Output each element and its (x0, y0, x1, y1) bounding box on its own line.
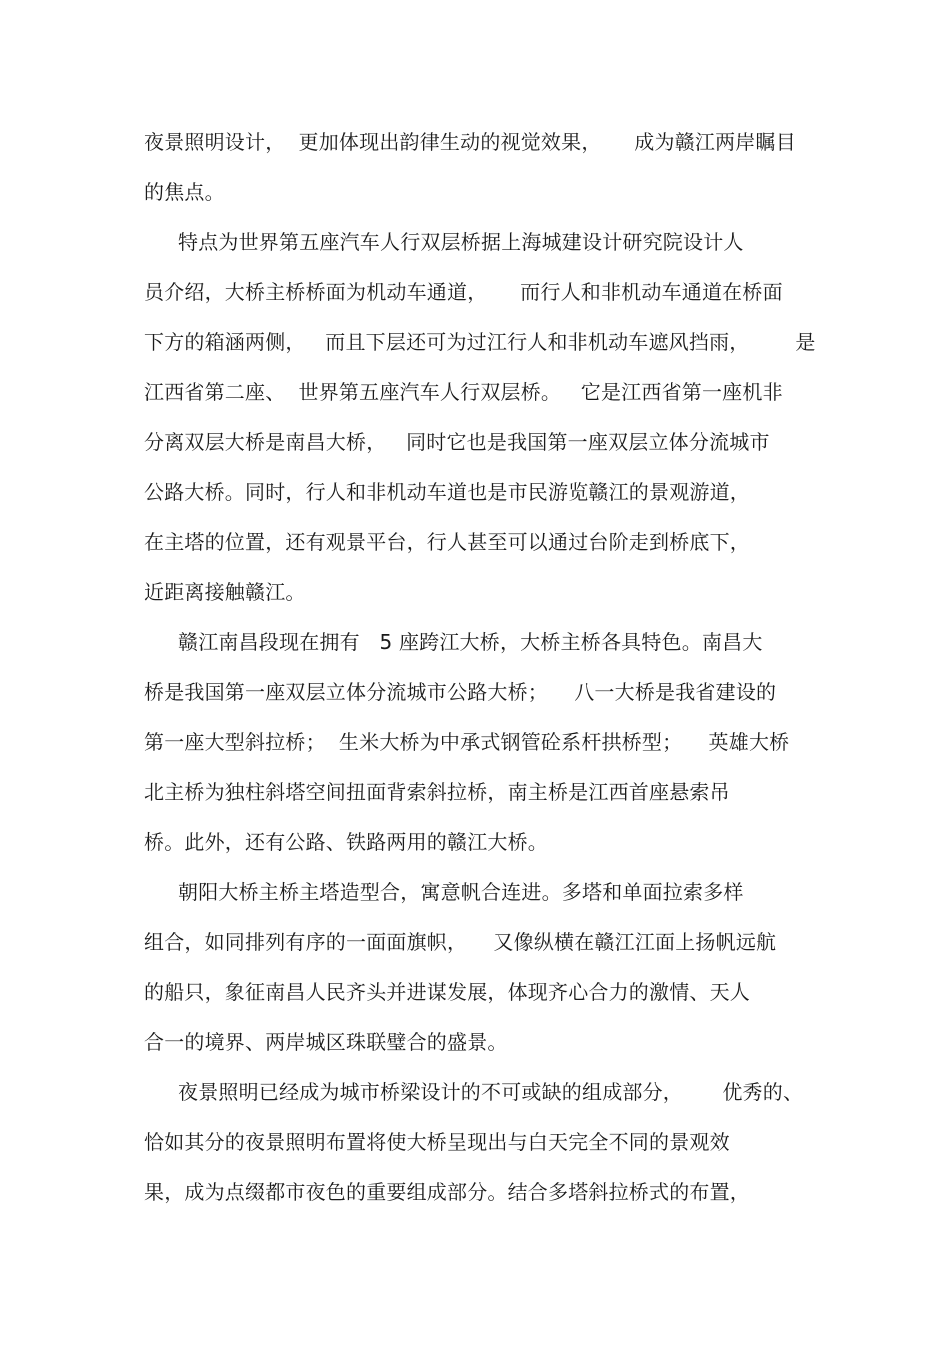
text-line: 恰如其分的夜景照明布置将使大桥呈现出与白天完全不同的景观效 (144, 1130, 730, 1154)
text-line: 江西省第二座、 世界第五座汽车人行双层桥。 它是江西省第一座机非 (144, 380, 783, 404)
text-line: 第一座大型斜拉桥； 生米大桥为中承式钢管砼系杆拱桥型； 英雄大桥 (144, 730, 790, 754)
text-line: 组合，如同排列有序的一面面旗帜， 又像纵横在赣江江面上扬帆远航 (144, 930, 777, 954)
text-line: 员介绍，大桥主桥桥面为机动车通道， 而行人和非机动车通道在桥面 (144, 280, 783, 304)
text-line: 桥是我国第一座双层立体分流城市公路大桥； 八一大桥是我省建设的 (144, 680, 777, 704)
text-line: 合一的境界、两岸城区珠联璧合的盛景。 (144, 1030, 508, 1054)
text-line: 北主桥为独柱斜塔空间扭面背索斜拉桥，南主桥是江西首座悬索吊 (144, 780, 730, 804)
text-line: 果，成为点缀都市夜色的重要组成部分。结合多塔斜拉桥式的布置， (144, 1180, 750, 1204)
text-line: 公路大桥。同时，行人和非机动车道也是市民游览赣江的景观游道， (144, 480, 750, 504)
paragraph-first-line: 朝阳大桥主桥主塔造型合，寓意帆合连进。多塔和单面拉索多样 (178, 880, 744, 904)
paragraph-first-line: 赣江南昌段现在拥有 5 座跨江大桥，大桥主桥各具特色。南昌大 (178, 630, 763, 654)
text-line: 夜景照明设计， 更加体现出韵律生动的视觉效果， 成为赣江两岸瞩目 (144, 130, 796, 154)
text-line: 的船只，象征南昌人民齐头并进谋发展，体现齐心合力的激情、天人 (144, 980, 750, 1004)
paragraph-first-line: 特点为世界第五座汽车人行双层桥据上海城建设计研究院设计人 (178, 230, 744, 254)
paragraph-first-line: 夜景照明已经成为城市桥梁设计的不可或缺的组成部分， 优秀的、 (178, 1080, 804, 1104)
text-line: 近距离接触赣江。 (144, 580, 306, 604)
text-line: 的焦点。 (144, 180, 225, 204)
text-line: 下方的箱涵两侧， 而且下层还可为过江行人和非机动车遮风挡雨， 是 (144, 330, 816, 354)
text-line: 在主塔的位置，还有观景平台，行人甚至可以通过台阶走到桥底下， (144, 530, 750, 554)
text-line: 桥。此外，还有公路、铁路两用的赣江大桥。 (144, 830, 548, 854)
text-line: 分离双层大桥是南昌大桥， 同时它也是我国第一座双层立体分流城市 (144, 430, 770, 454)
